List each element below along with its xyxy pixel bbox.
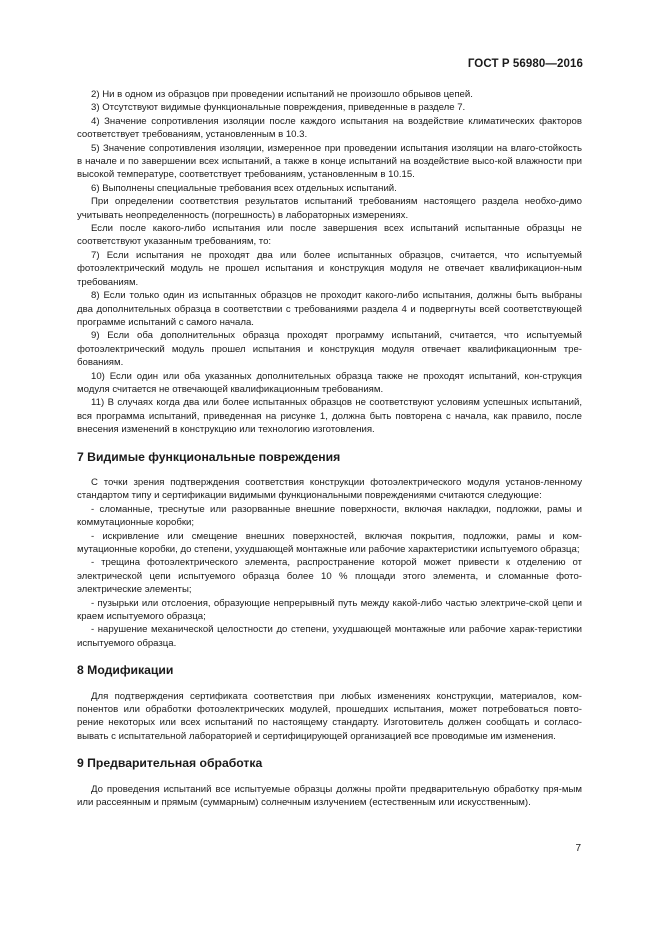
paragraph: С точки зрения подтверждения соответствия конструкции фотоэлектрического модуля установ-ленному стандартом типу и сертификации видимыми функциональными повреждениями считаются следующие: [77, 476, 582, 502]
paragraph: До проведения испытаний все испытуемые образцы должны пройти предварительную обработку пря-мым или рассеянным и прямым (суммарным) солнечным излучением (естественным или искусственным). [77, 783, 582, 809]
list-item: - нарушение механической целостности до степени, ухудшающей монтажные или рабочие харак-теристики испытуемого образца. [77, 624, 582, 649]
paragraph: Для подтверждения сертификата соответствия при любых изменениях конструкции, материалов, ком-понентов или обработки фотоэлектрических модулей, прошедших испытания, может потребоваться повто-рение некоторых или всех испытаний по настоящему стандарту. Изготовитель должен сообщать и согласо-вывать с испытательной лабораторией и сертифицирующей организацией все проводимые им изменения. [77, 690, 582, 742]
list-item: - трещина фотоэлектрического элемента, распространение которой может привести к отделению от электрической цепи испытуемого образца более 10 % площади этого элемента, и сломанные фото-электрические элементы; [77, 557, 582, 596]
paragraph: 11) В случаях когда два или более испытанных образцов не соответствуют условиям успешных испытаний, вся программа испытаний, приведенная на рисунке 1, должна быть повторена с начала, как правило, после внесения изменений в конструкцию или технологию изготовления. [77, 397, 582, 436]
paragraph: 9) Если оба дополнительных образца проходят программу испытаний, считается, что испытуемый фотоэлектрический модуль прошел испытания и конструкция модуля отвечает квалификационным тре-бованиям. [77, 330, 582, 369]
section-8-title: 8 Модификации [77, 663, 174, 678]
standard-header: ГОСТ Р 56980—2016 [467, 58, 583, 70]
list-item: - искривление или смещение внешних поверхностей, включая покрытия, подложки, рамы и ком-мутационные коробки, до степени, ухудшающей монтажные или рабочие характеристики испытуемого образца; [77, 530, 582, 555]
list-item: - сломанные, треснутые или разорванные внешние поверхности, включая накладки, подложки, рамы и коммутационные коробки; [77, 503, 582, 529]
paragraph: Если после какого-либо испытания или после завершения всех испытаний испытанные образцы не соответствуют указанным требованиям, то: [77, 223, 582, 248]
paragraph: 10) Если один или оба указанных дополнительных образца также не проходят испытаний, кон-струкция модуля считается не отвечающей квалификационным требованиям. [77, 370, 582, 395]
paragraph: 2) Ни в одном из образцов при проведении испытаний не произошло обрывов цепей. [91, 89, 473, 100]
list-item: - пузырьки или отслоения, образующие непрерывный путь между какой-либо частью электриче-ской цепи и краем испытуемого образца; [77, 597, 582, 623]
paragraph: 5) Значение сопротивления изоляции, измеренное при проведении испытания изоляции на влаго-стойкость в начале и по завершении всех испытаний, а также в конце испытаний на воздействие высо-кой влажности при высокой температуре, соответствует требованиям, установленным в 10.15. [77, 142, 582, 181]
page-content [77, 88, 582, 810]
paragraph: 4) Значение сопротивления изоляции после каждого испытания на воздействие климатических факторов соответствует требованиям, установленным в 10.3. [77, 115, 582, 141]
paragraph: При определении соответствия результатов испытаний требованиям настоящего раздела необхо-димо учитывать неопределенность (погрешность) в лабораторных измерениях. [77, 196, 582, 221]
section-9-title: 9 Предварительная обработка [77, 756, 263, 771]
paragraph: 3) Отсутствуют видимые функциональные повреждения, приведенные в разделе 7. [91, 102, 466, 114]
page-number: 7 [575, 843, 581, 854]
section-7-title: 7 Видимые функциональные повреждения [77, 449, 341, 464]
paragraph: 7) Если испытания не проходят два или более испытанных образцов, считается, что испытуемый фотоэлектрический модуль не прошел испытания и конструкция модуля не отвечает квалификацион-ным требованиям. [77, 249, 582, 288]
paragraph: 8) Если только один из испытанных образцов не проходит какого-либо испытания, должны быть выбраны два дополнительных образца в соответствии с требованиями раздела 4 и подвергнуты всей соответствующей программе испытаний с самого начала. [77, 290, 582, 328]
paragraph: 6) Выполнены специальные требования всех отдельных испытаний. [91, 182, 397, 194]
